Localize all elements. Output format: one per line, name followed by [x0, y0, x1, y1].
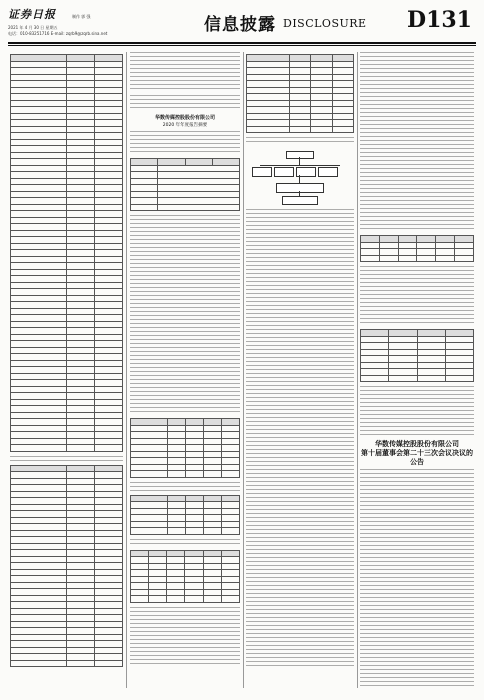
text-block [130, 482, 240, 492]
financial-table-1 [10, 54, 123, 452]
text-block [360, 266, 474, 326]
section-title-cn: 信息披露 [204, 15, 276, 35]
text-block [130, 52, 240, 92]
notice-title: 华数传媒控股股份有限公司 [154, 115, 215, 121]
shareholder-detail-table [246, 54, 354, 133]
column-divider [126, 52, 127, 688]
text-block [130, 215, 240, 415]
date-line: 2021 年 4 月 30 日 星期五 [8, 25, 58, 30]
ownership-structure-diagram [246, 149, 354, 205]
text-block [10, 456, 123, 462]
column-1 [10, 52, 123, 688]
column-4 [360, 52, 474, 688]
section-title-en: DISCLOSURE [283, 17, 367, 30]
text-block [246, 137, 354, 145]
subsidiary-table [360, 329, 474, 382]
page-number: D131 [406, 7, 472, 33]
text-block [130, 539, 240, 547]
column-2 [130, 52, 240, 688]
diagram-box [274, 167, 294, 177]
notice-subtitle: 2020 年年度报告摘要 [162, 123, 208, 128]
editor-credit: 制作 郭 强 [72, 14, 91, 19]
text-block [130, 95, 240, 109]
company-info-table [130, 158, 240, 211]
diagram-connector [260, 165, 340, 166]
board-notice-title-line2: 第十届董事会第二十三次会议决议的公告 [361, 449, 473, 466]
diagram-box [318, 167, 338, 177]
diagram-box [252, 167, 272, 177]
masthead-rule [8, 42, 476, 44]
diagram-box [286, 151, 314, 159]
key-data-table [130, 418, 240, 478]
transaction-table [360, 235, 474, 262]
column-divider [243, 52, 244, 688]
column-divider [357, 52, 358, 688]
text-block [246, 209, 354, 669]
column-3 [246, 52, 354, 688]
diagram-box [276, 183, 324, 193]
board-notice-title-line1: 华数传媒控股股份有限公司 [375, 440, 459, 448]
text-block [360, 52, 474, 232]
text-block [130, 131, 240, 155]
diagram-connector [299, 175, 300, 183]
quarterly-data-table [130, 495, 240, 535]
text-block [360, 469, 474, 688]
diagram-connector [299, 157, 300, 165]
text-block [130, 607, 240, 667]
text-block [360, 386, 474, 436]
newspaper-logo: 证券日报 [8, 8, 56, 21]
masthead-rule-thin [8, 45, 476, 46]
financial-table-2 [10, 465, 123, 668]
masthead [8, 6, 476, 42]
board-notice-title [360, 440, 474, 467]
diagram-box [282, 196, 318, 205]
contact-line: 电话：010-83251716 E-mail: zqrb9@zqrb.sina.net [8, 31, 108, 36]
shareholder-table [130, 550, 240, 603]
